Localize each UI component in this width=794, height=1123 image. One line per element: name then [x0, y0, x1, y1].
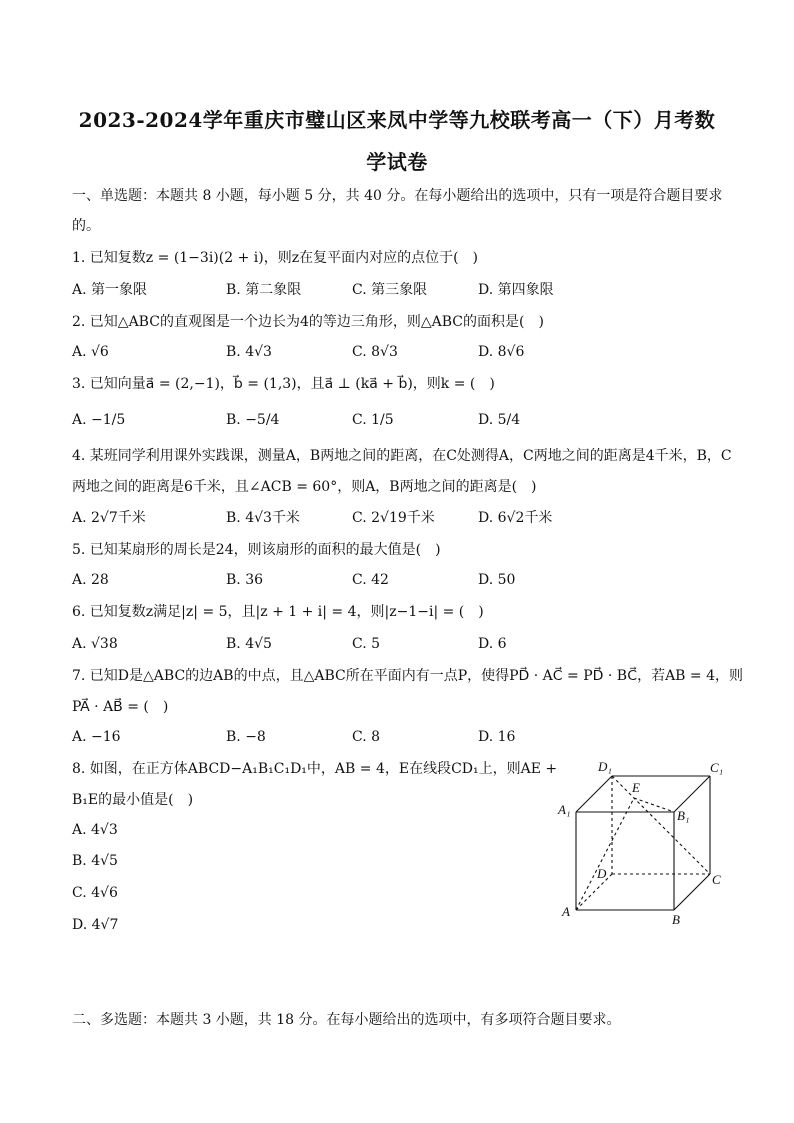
section2-instructions: 二、多选题：本题共 3 小题，共 18 分。在每小题给出的选项中，有多项符合题目要求。	[72, 1012, 621, 1028]
q7-option-d: D. 16	[478, 729, 516, 745]
question-4-cont: 两地之间的距离是6千米，且∠ACB = 60°，则A，B两地之间的距离是( )	[72, 479, 537, 495]
question-7: 7. 已知D是△ABC的边AB的中点，且△ABC所在平面内有一点P，使得PD⃗ · AC⃗ = PD⃗ · BC⃗，若AB = 4，则	[72, 668, 744, 684]
q6-option-b: B. 4√5	[226, 636, 272, 652]
q3-option-b: B. −5/4	[226, 412, 280, 428]
q7-option-b: B. −8	[226, 729, 266, 745]
q4-option-d: D. 6√2千米	[478, 510, 553, 526]
q1-option-c: C. 第三象限	[352, 282, 428, 298]
q8-option-b: B. 4√5	[72, 853, 118, 869]
q6-option-d: D. 6	[478, 636, 507, 652]
label-a: A	[562, 904, 570, 919]
q5-option-b: B. 36	[226, 572, 264, 588]
label-e: E	[632, 780, 640, 795]
question-3: 3. 已知向量a⃗ = (2,−1)，b⃗ = (1,3)，且a⃗ ⊥ (ka⃗ + b⃗)，则k = ( )	[72, 376, 495, 392]
question-1: 1. 已知复数z = (1−3i)(2 + i)，则z在复平面内对应的点位于( )	[72, 250, 478, 266]
q8-option-a: A. 4√3	[72, 822, 118, 838]
question-2: 2. 已知△ABC的直观图是一个边长为4的等边三角形，则△ABC的面积是( )	[72, 314, 544, 330]
q4-option-b: B. 4√3千米	[226, 510, 300, 526]
question-4: 4. 某班同学利用课外实践课，测量A，B两地之间的距离，在C处测得A，C两地之间的距离是4千米，B，C	[72, 448, 732, 464]
label-c1: C₁	[710, 760, 724, 775]
q6-option-a: A. √38	[72, 636, 118, 652]
q2-option-d: D. 8√6	[478, 344, 525, 360]
q2-option-b: B. 4√3	[226, 344, 272, 360]
q4-option-c: C. 2√19千米	[352, 510, 435, 526]
q3-option-d: D. 5/4	[478, 412, 521, 428]
q5-option-c: C. 42	[352, 572, 389, 588]
label-d: D	[597, 866, 607, 881]
exam-title-line1: 2023-2024学年重庆市璧山区来凤中学等九校联考高一（下）月考数	[78, 108, 716, 132]
exam-title-line2: 学试卷	[366, 150, 428, 174]
q8-option-d: D. 4√7	[72, 917, 119, 933]
edge-bc	[674, 874, 710, 910]
q1-option-b: B. 第二象限	[226, 282, 302, 298]
q8-option-c: C. 4√6	[72, 885, 118, 901]
question-6: 6. 已知复数z满足|z| = 5，且|z + 1 + i| = 4，则|z−1−i| = ( )	[72, 604, 484, 620]
q4-option-a: A. 2√7千米	[72, 510, 146, 526]
label-d1: D₁	[598, 759, 612, 774]
segment-ae	[576, 798, 634, 910]
label-b: B	[672, 912, 680, 927]
question-8-cont: B₁E的最小值是( )	[72, 792, 194, 808]
q1-option-d: D. 第四象限	[478, 282, 554, 298]
label-b1: B₁	[677, 808, 690, 823]
edge-ad	[576, 874, 612, 910]
section1-instructions: 一、单选题：本题共 8 小题，每小题 5 分，共 40 分。在每小题给出的选项中，只有一项是符合题目要求	[72, 188, 723, 204]
q3-option-c: C. 1/5	[352, 412, 394, 428]
edge-b1c1	[674, 776, 710, 812]
label-a1: A₁	[558, 802, 571, 817]
q2-option-c: C. 8√3	[352, 344, 398, 360]
label-c: C	[712, 872, 721, 887]
edge-a1d1	[576, 776, 612, 812]
segment-b1e	[634, 798, 674, 812]
cube-figure	[550, 752, 730, 930]
q6-option-c: C. 5	[352, 636, 381, 652]
q5-option-a: A. 28	[72, 572, 109, 588]
q2-option-a: A. √6	[72, 344, 109, 360]
q3-option-a: A. −1/5	[72, 412, 126, 428]
question-5: 5. 已知某扇形的周长是24，则该扇形的面积的最大值是( )	[72, 542, 441, 558]
q1-option-a: A. 第一象限	[72, 282, 148, 298]
q7-option-a: A. −16	[72, 729, 121, 745]
question-7-cont: PA⃗ · AB⃗ = ( )	[72, 699, 169, 715]
section1-instructions-cont: 的。	[72, 218, 100, 234]
q7-option-c: C. 8	[352, 729, 381, 745]
question-8: 8. 如图，在正方体ABCD−A₁B₁C₁D₁中，AB = 4，E在线段CD₁上，则AE +	[72, 761, 558, 777]
q5-option-d: D. 50	[478, 572, 516, 588]
